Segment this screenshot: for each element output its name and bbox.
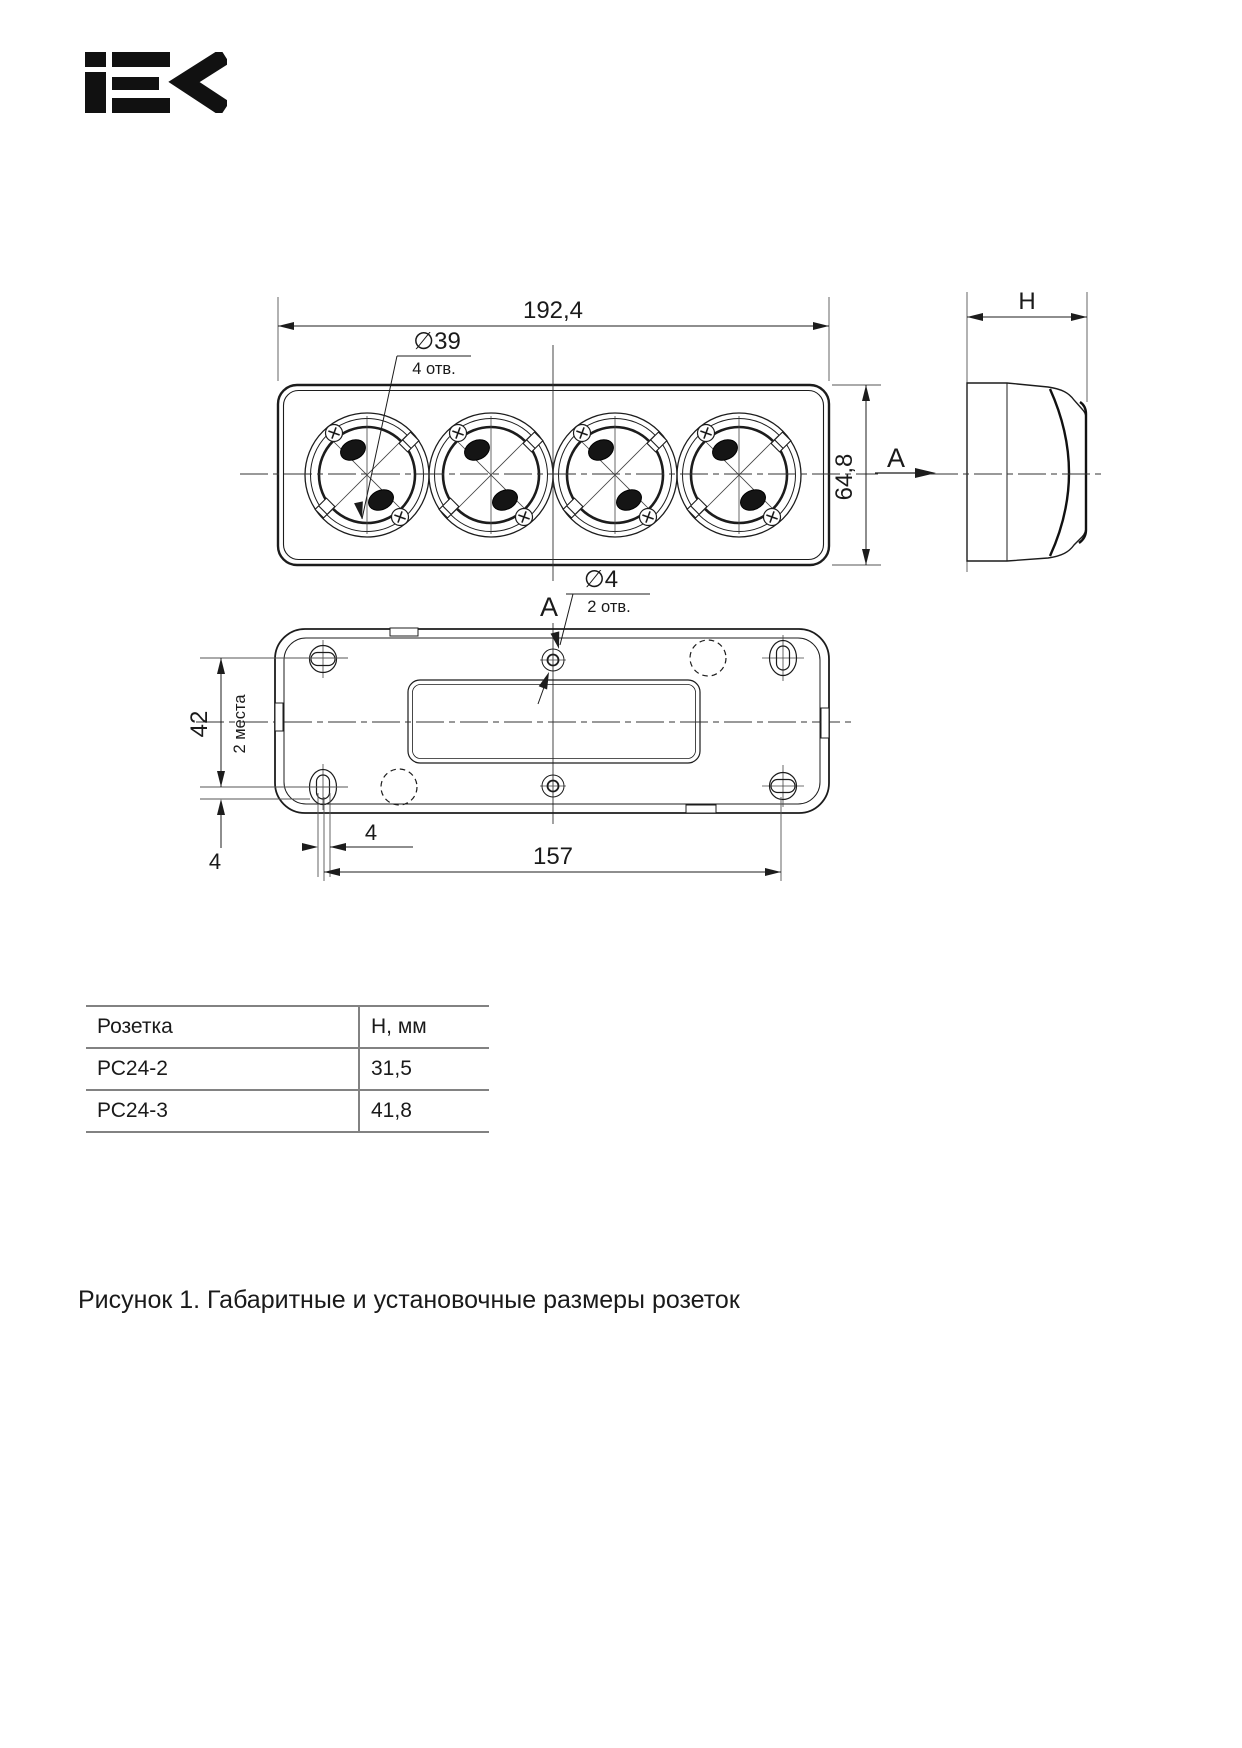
dim-157-label: 157	[532, 843, 574, 870]
table-header-row	[86, 1006, 489, 1048]
figure-caption: Рисунок 1. Габаритные и установочные размеры розеток	[78, 1286, 740, 1314]
knockout-bottom	[381, 769, 417, 805]
col-header-socket: Розетка	[97, 1015, 173, 1038]
dim-height-64	[831, 385, 881, 565]
dim-width-192	[278, 297, 829, 381]
view-a-label: A	[886, 443, 906, 473]
side-view	[930, 288, 1104, 572]
keyhole-top-right	[762, 635, 804, 681]
dim-width-label: 192,4	[522, 297, 584, 324]
callout-hole-4	[538, 566, 650, 704]
col-header-height: Н, мм	[359, 1006, 489, 1048]
keyhole-top-left	[310, 640, 337, 678]
dim-4v-label: 4	[208, 849, 222, 874]
socket-model: РС24-3	[97, 1099, 168, 1122]
socket-model: РС24-2	[97, 1057, 168, 1080]
hole-dia-label: ∅4	[583, 566, 619, 593]
keyhole-bottom-right	[762, 765, 804, 807]
socket-height: 31,5	[359, 1048, 489, 1090]
knockout-top	[690, 640, 726, 676]
hole-dia-label: ∅39	[413, 328, 461, 355]
table-row	[86, 1048, 489, 1090]
dim-42-label: 42	[186, 710, 213, 738]
section-a-label: A	[539, 592, 559, 622]
spec-table	[86, 1005, 489, 1133]
dim-42	[186, 658, 348, 787]
socket-height: 41,8	[359, 1090, 489, 1132]
dim-4-horizontal	[302, 793, 413, 877]
dim-depth-label: H	[1018, 288, 1036, 315]
dim-height-label: 64,8	[831, 453, 858, 501]
hole-count-label: 4 отв.	[412, 360, 456, 378]
places-note-label: 2 места	[231, 694, 249, 754]
dim-4h-label: 4	[364, 820, 378, 845]
hole-count-label: 2 отв.	[587, 598, 631, 616]
bottom-view	[196, 628, 852, 813]
front-view	[240, 345, 878, 824]
cable-recess	[408, 680, 700, 763]
view-arrow-a-front	[875, 443, 936, 478]
table-row	[86, 1090, 489, 1132]
